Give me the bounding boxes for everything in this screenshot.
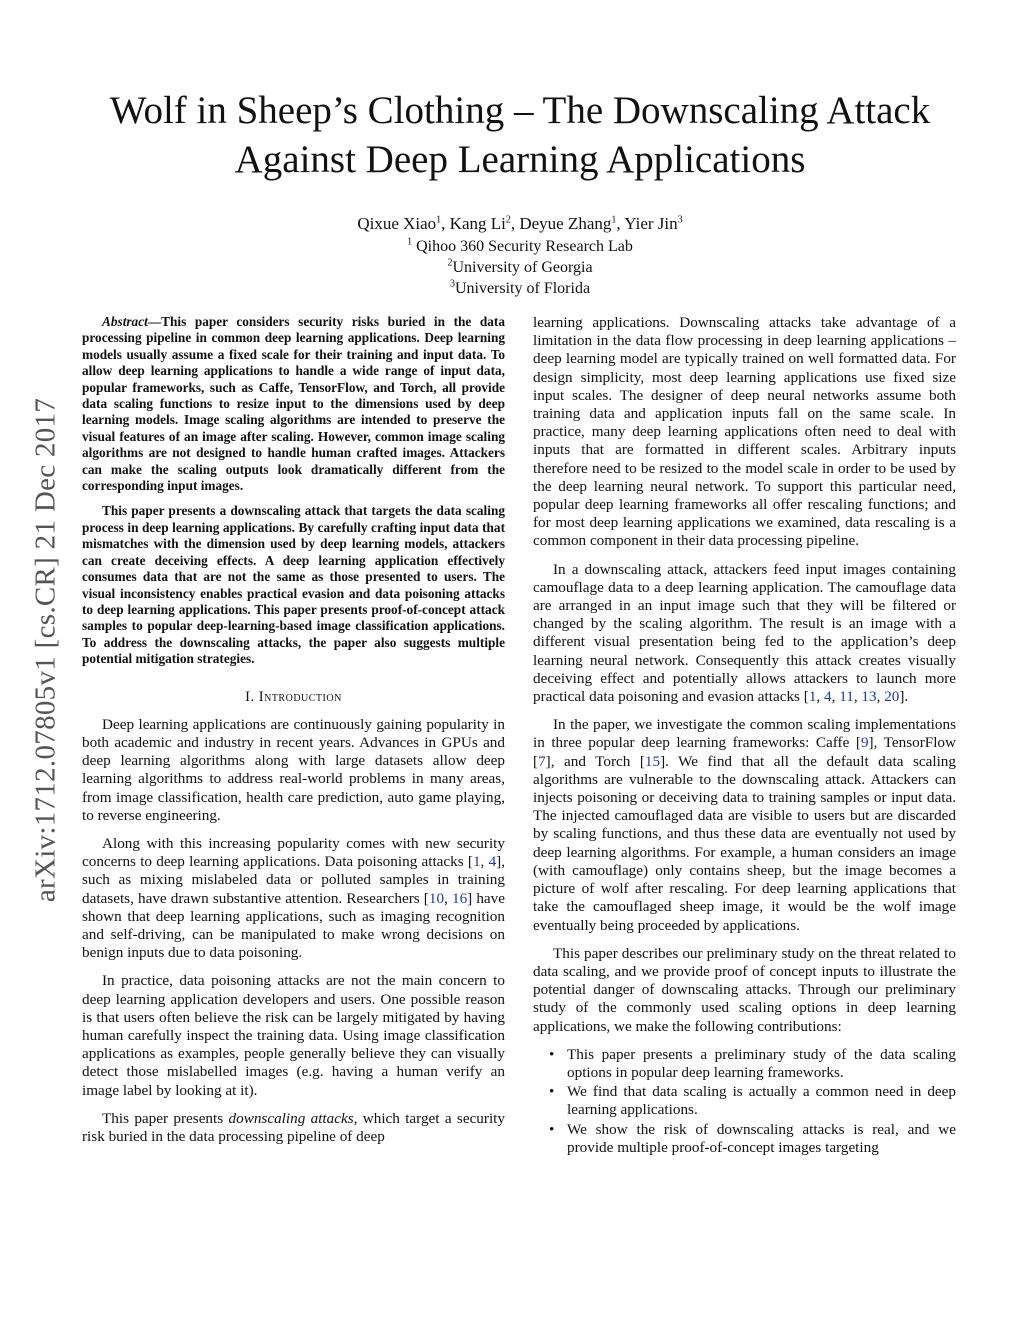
citation-link[interactable]: 20	[884, 688, 900, 706]
abstract	[82, 314, 505, 668]
list-item: • This paper presents a preliminary study of the data scaling options in popular deep learning frameworks.	[549, 1045, 956, 1081]
right-column	[533, 314, 956, 1157]
right-paragraph-2: In a downscaling attack, attackers feed input images containing camouflage data to a deep learning application. The camouflage data are arranged in an input image such that they will be filtered or changed by the scaling algorithm. The result is an image with a different visual presentation being fed to the application’s deep learning neural network. Consequently this attack creates visually deceiving effect and potentially allows attackers to launch more practical data poisoning and evasion attacks [1, 4, 11, 13, 20].	[533, 560, 956, 706]
abstract-paragraph-1: Abstract—This paper considers security risks buried in the data processing pipeline in common deep learning applications. Deep learning models usually assume a fixed scale for their training and input data. To allow deep learning applications to handle a wide range of input data, popular frameworks, such as Caffe, TensorFlow, and Torch, all provide data scaling functions to resize input to the dimensions used by deep learning models. Image scaling algorithms are intended to preserve the visual features of an image after scaling. However, common image scaling algorithms are not designed to handle human crafted images. Attackers can make the scaling outputs look dramatically different from the corresponding input images.	[82, 314, 505, 494]
citation-link[interactable]: 7	[538, 752, 546, 770]
author-names: Qixue Xiao$^1$, Kang Li$^2$, Deyue Zhang$^1$, Yier Jin$^3$	[357, 214, 683, 233]
citation-link[interactable]: 16	[451, 889, 468, 907]
intro-paragraph-2: Along with this increasing popularity comes with new security concerns to deep learning applications. Data poisoning attacks [1, 4], such as mixing mislabeled data or polluted samples in training datasets, have drawn substantive attention. Researchers [10, 16] have shown that deep learning applications, such as imaging recognition and self-driving, can be manipulated to make wrong decisions on benign inputs due to data poisoning.	[82, 834, 506, 962]
citation-link[interactable]: 1	[808, 688, 817, 706]
citation-link[interactable]: 11	[839, 688, 854, 706]
arxiv-sidebar-stamp	[26, 350, 66, 950]
intro-paragraph-1: Deep learning applications are continuously gaining popularity in both academic and industry in recent years. Advances in GPUs and deep learning algorithms along with large datasets allow deep learning algorithms to address real-world problems in many areas, from image classification, health care prediction, auto game playing, to reverse engineering.	[82, 715, 505, 824]
left-column	[82, 314, 505, 1146]
title-line-1: Wolf in Sheep’s Clothing – The Downscaling Attack	[109, 89, 931, 132]
paper-title	[80, 86, 960, 184]
citation-link[interactable]: 10	[428, 889, 445, 907]
arxiv-identifier: arXiv:1712.07805v1 [cs.CR] 21 Dec 2017	[29, 397, 62, 903]
right-paragraph-4: This paper describes our preliminary study on the threat related to data scaling, and we provide proof of concept inputs to illustrate the potential danger of downscaling attacks. Through our preliminary study of the commonly used scaling options in deep learning applications, we make the following contributions:	[533, 944, 956, 1035]
list-item: • We show the risk of downscaling attacks is real, and we provide multiple proof-of-concept images targeting	[549, 1120, 956, 1156]
citation-link[interactable]: 15	[644, 752, 661, 770]
bullet-icon: •	[549, 1120, 555, 1138]
citation-link[interactable]: 13	[861, 688, 877, 706]
intro-paragraph-4: This paper presents downscaling attacks, which target a security risk buried in the data processing pipeline of deep	[82, 1109, 505, 1145]
contributions-list	[533, 1046, 956, 1157]
right-paragraph-1: learning applications. Downscaling attacks take advantage of a limitation in the data flow processing in deep learning applications – deep learning model are typically trained on well formatted data. For design simplicity, most deep learning applications use fixed size input scales. The designer of deep neural networks assume both training data and application inputs fall on the same scale. In practice, many deep learning applications often need to deal with inputs that are formatted in different scales. Arbitrary inputs therefore need to be resized to the model scale in order to be used by the deep learning neural network. To support this particular need, popular deep learning frameworks all offer rescaling functions; and for most deep learning applications we examined, data rescaling is a common component in their data processing pipeline.	[533, 314, 956, 550]
abstract-label: Abstract	[102, 314, 148, 329]
section-heading-introduction: I. Introduction	[245, 688, 342, 705]
citation-link[interactable]: 9	[860, 734, 869, 752]
affiliation-1: $^1$ Qihoo 360 Security Research Lab	[407, 236, 633, 255]
abstract-paragraph-2: This paper presents a downscaling attack that targets the data scaling process in deep learning applications. By carefully crafting input data that mismatches with the dimension used by deep learning models, attackers can create deceiving effects. A deep learning application effectively consumes data that are not the same as those presented to users. The visual inconsistency enables practical evasion and data poisoning attacks to deep learning applications. This paper presents proof-of-concept attack samples to popular deep-learning-based image classification applications. To address the downscaling attacks, the paper also suggests multiple potential mitigation strategies.	[82, 503, 505, 667]
affiliation-3: $^3$University of Florida	[449, 278, 591, 297]
bullet-icon: •	[549, 1083, 555, 1101]
citation-link[interactable]: 1	[472, 853, 481, 871]
list-item: • We find that data scaling is actually a common need in deep learning applications.	[549, 1083, 956, 1119]
introduction-body	[82, 716, 505, 1146]
right-paragraph-3: In the paper, we investigate the common scaling implementations in three popular deep learning frameworks: Caffe [9], TensorFlow [7], and Torch [15]. We find that all the default data scaling algorithms are vulnerable to the downscaling attack. Attackers can injects poisoning or deceiving data to training samples or input data. The injected camouflaged data are visible to users but are discarded by scaling functions, and thus these data are eventually not used by deep learning algorithms. For example, a human considers an image (with camouflage) only contains sheep, but the image becomes a picture of wolf after rescaling. For deep learning applications that take the camouflaged sheep image, it would be the wolf image eventually being proceeded by applications.	[533, 716, 956, 934]
author-block	[80, 212, 960, 299]
bullet-icon: •	[549, 1045, 555, 1063]
citation-link[interactable]: 4	[824, 688, 832, 706]
affiliation-2: $^2$University of Georgia	[447, 257, 593, 276]
title-line-2: Against Deep Learning Applications	[234, 138, 806, 181]
citation-link[interactable]: 4	[488, 853, 497, 871]
intro-paragraph-3: In practice, data poisoning attacks are not the main concern to deep learning application developers and users. One possible reason is that users often believe the risk can be largely mitigated by having human carefully inspect the training data. Using image classification applications as examples, people generally believe they can visually detect those mislabelled images (e.g. having a human verify an image label by looking at it).	[82, 972, 505, 1099]
